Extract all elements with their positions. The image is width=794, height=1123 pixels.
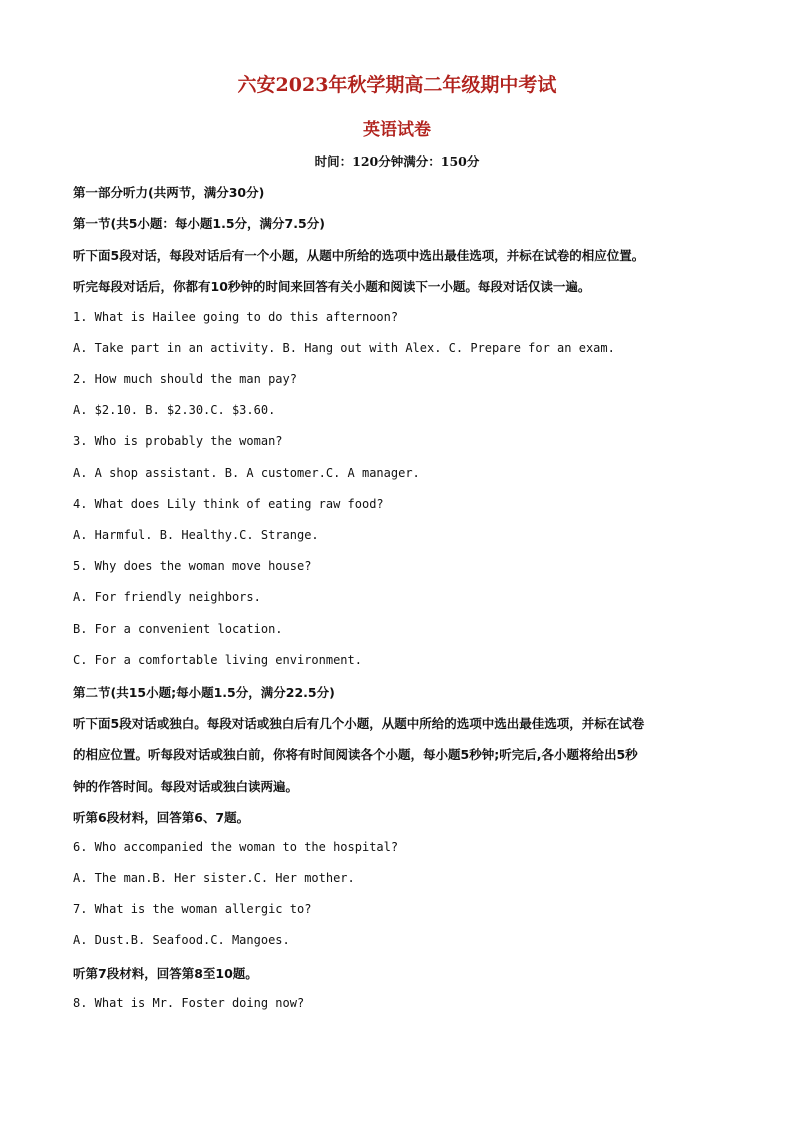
question-text: 4. What does Lily think of eating raw food?	[73, 497, 384, 511]
material-heading: 听第7段材料，回答第8至10题。	[73, 966, 258, 981]
instruction-line: 的相应位置。听每段对话或独白前，你将有时间阅读各个小题，每小题5秒钟;听完后,各小题将给出5秒	[73, 747, 638, 762]
question-text: 5. Why does the woman move house?	[73, 559, 312, 573]
answer-options: A. The man.B. Her sister.C. Her mother.	[73, 871, 355, 885]
answer-options: A. $2.10. B. $2.30.C. $3.60.	[73, 403, 276, 417]
question-text: 3. Who is probably the woman?	[73, 434, 283, 448]
question-text: 7. What is the woman allergic to?	[73, 902, 312, 916]
section-two-heading: 第二节(共15小题;每小题1.5分，满分22.5分)	[73, 685, 335, 700]
instruction-line: 听下面5段对话或独白。每段对话或独白后有几个小题，从题中所给的选项中选出最佳选项，并标在试卷	[73, 716, 645, 731]
exam-title: 六安2023年秋学期高二年级期中考试	[237, 74, 557, 96]
section-one-heading: 第一节(共5小题：每小题1.5分，满分7.5分)	[73, 216, 325, 231]
question-text: 2. How much should the man pay?	[73, 372, 297, 386]
answer-options: A. A shop assistant. B. A customer.C. A manager.	[73, 466, 420, 480]
question-text: 1. What is Hailee going to do this afternoon?	[73, 310, 399, 324]
instruction-line: 钟的作答时间。每段对话或独白读两遍。	[73, 779, 299, 794]
answer-options: A. Dust.B. Seafood.C. Mangoes.	[73, 933, 290, 947]
time-info: 时间：120分钟满分：150分	[314, 154, 480, 169]
answer-options: A. Take part in an activity. B. Hang out with Alex. C. Prepare for an exam.	[73, 341, 615, 355]
exam-subtitle: 英语试卷	[363, 120, 431, 140]
material-heading: 听第6段材料，回答第6、7题。	[73, 810, 250, 825]
section-heading-listening: 第一部分听力(共两节，满分30分)	[73, 185, 265, 200]
question-text: 8. What is Mr. Foster doing now?	[73, 996, 305, 1010]
answer-option: C. For a comfortable living environment.	[73, 653, 362, 667]
answer-options: A. Harmful. B. Healthy.C. Strange.	[73, 528, 319, 542]
instruction-line: 听下面5段对话，每段对话后有一个小题，从题中所给的选项中选出最佳选项，并标在试卷的相应位置。	[73, 248, 645, 263]
question-text: 6. Who accompanied the woman to the hospital?	[73, 840, 399, 854]
answer-option: B. For a convenient location.	[73, 622, 283, 636]
instruction-line: 听完每段对话后，你都有10秒钟的时间来回答有关小题和阅读下一小题。每段对话仅读一遍。	[73, 279, 591, 294]
answer-option: A. For friendly neighbors.	[73, 590, 261, 604]
